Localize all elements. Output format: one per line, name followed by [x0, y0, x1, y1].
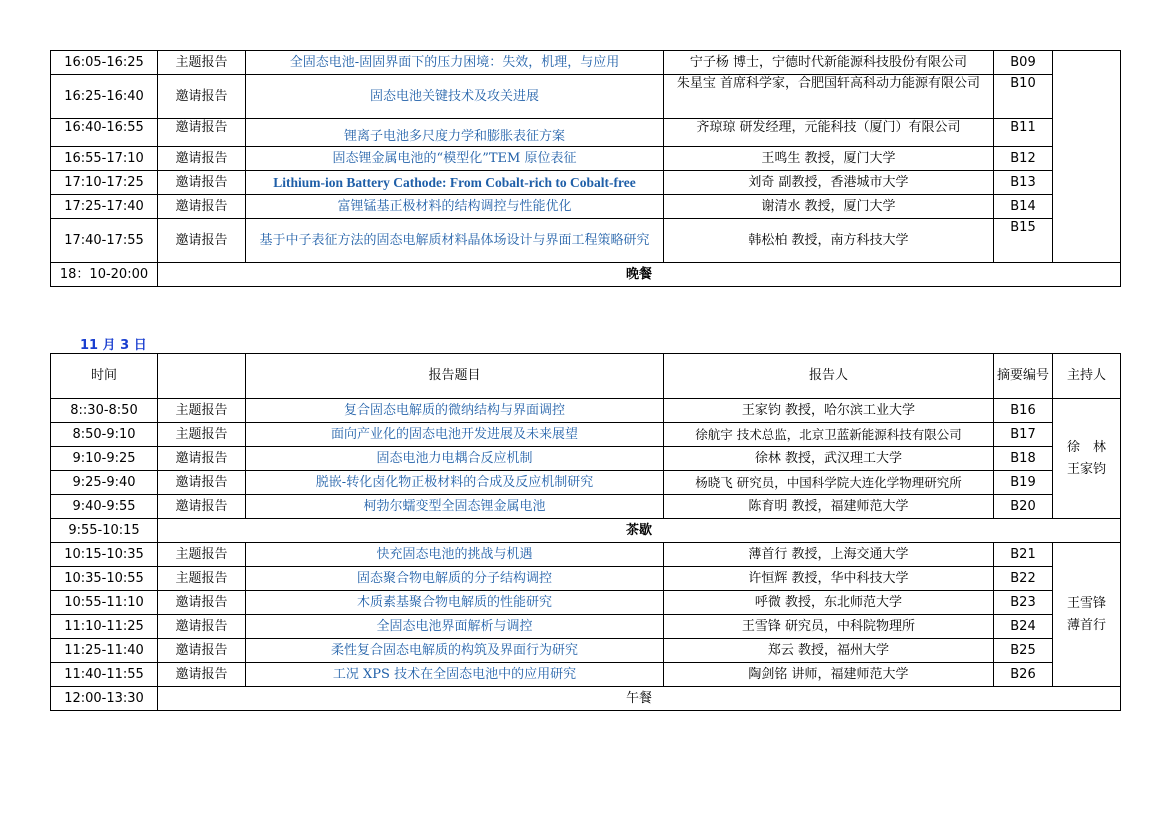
type-cell: 邀请报告 [158, 171, 246, 195]
type-cell: 邀请报告 [158, 219, 246, 263]
host-cell [1053, 51, 1121, 263]
header-code: 摘要编号 [994, 354, 1053, 399]
talk-title: 固态锂金属电池的“模型化”TEM 原位表征 [246, 147, 664, 171]
table-row [51, 567, 1121, 591]
table-row [51, 423, 1121, 447]
speaker-cell: 王家钧 教授，哈尔滨工业大学 [664, 399, 994, 423]
lunch-row [51, 687, 1121, 711]
speaker-cell: 齐琼琼 研发经理，元能科技（厦门）有限公司 [664, 119, 994, 147]
table-row [51, 147, 1121, 171]
time-cell: 16:55-17:10 [51, 147, 158, 171]
speaker-cell: 陈育明 教授，福建师范大学 [664, 495, 994, 519]
time-cell: 16:05-16:25 [51, 51, 158, 75]
time-cell: 11:10-11:25 [51, 615, 158, 639]
speaker-cell: 宁子杨 博士，宁德时代新能源科技股份有限公司 [664, 51, 994, 75]
speaker-cell: 王鸣生 教授，厦门大学 [664, 147, 994, 171]
day-heading: 11 月 3 日 [80, 338, 147, 353]
speaker-cell: 杨晓飞 研究员，中国科学院大连化学物理研究所 [664, 471, 994, 495]
speaker-cell: 郑云 教授，福州大学 [664, 639, 994, 663]
time-cell: 9:10-9:25 [51, 447, 158, 471]
type-cell: 主题报告 [158, 51, 246, 75]
table-row [51, 219, 1121, 263]
speaker-cell: 呼微 教授，东北师范大学 [664, 591, 994, 615]
type-cell: 邀请报告 [158, 447, 246, 471]
talk-title: 复合固态电解质的微纳结构与界面调控 [246, 399, 664, 423]
host-name: 王家钧 [1066, 461, 1106, 477]
abstract-code: B17 [994, 423, 1053, 447]
abstract-code: B13 [994, 171, 1053, 195]
header-time: 时间 [51, 354, 158, 399]
host-name: 徐 林 [1066, 439, 1106, 455]
talk-title: 柯勃尔蠕变型全固态锂金属电池 [246, 495, 664, 519]
speaker-cell: 王雪锋 研究员，中科院物理所 [664, 615, 994, 639]
talk-title: 全固态电池-固固界面下的压力困境：失效，机理，与应用 [246, 51, 664, 75]
type-cell: 邀请报告 [158, 663, 246, 687]
abstract-code: B26 [994, 663, 1053, 687]
abstract-code: B18 [994, 447, 1053, 471]
talk-title: Lithium-ion Battery Cathode: From Cobalt-rich to Cobalt-free [246, 171, 664, 195]
time-cell: 8::30-8:50 [51, 399, 158, 423]
time-cell: 9:25-9:40 [51, 471, 158, 495]
talk-title: 固态电池关键技术及攻关进展 [246, 75, 664, 119]
morning-schedule-table [50, 353, 1121, 711]
speaker-cell: 徐林 教授，武汉理工大学 [664, 447, 994, 471]
speaker-cell: 朱星宝 首席科学家，合肥国轩高科动力能源有限公司 [664, 75, 994, 119]
talk-title: 富锂锰基正极材料的结构调控与性能优化 [246, 195, 664, 219]
abstract-code: B21 [994, 543, 1053, 567]
speaker-cell: 谢清水 教授，厦门大学 [664, 195, 994, 219]
time-cell: 16:40-16:55 [51, 119, 158, 147]
host-name: 薄首行 [1066, 617, 1106, 633]
abstract-code: B20 [994, 495, 1053, 519]
abstract-code: B16 [994, 399, 1053, 423]
table-row [51, 615, 1121, 639]
time-cell: 12:00-13:30 [51, 687, 158, 711]
type-cell: 邀请报告 [158, 119, 246, 147]
header-host: 主持人 [1053, 354, 1121, 399]
time-cell: 11:25-11:40 [51, 639, 158, 663]
abstract-code: B25 [994, 639, 1053, 663]
type-cell: 主题报告 [158, 399, 246, 423]
table-row [51, 171, 1121, 195]
host-name: 王雪锋 [1066, 595, 1106, 611]
time-cell: 17:40-17:55 [51, 219, 158, 263]
speaker-cell: 刘奇 副教授，香港城市大学 [664, 171, 994, 195]
dinner-label: 晚餐 [158, 263, 1121, 287]
type-cell: 邀请报告 [158, 591, 246, 615]
type-cell: 主题报告 [158, 543, 246, 567]
table-row [51, 195, 1121, 219]
abstract-code: B24 [994, 615, 1053, 639]
time-cell: 10:55-11:10 [51, 591, 158, 615]
talk-title: 面向产业化的固态电池开发进展及未来展望 [246, 423, 664, 447]
talk-title: 固态电池力电耦合反应机制 [246, 447, 664, 471]
header-title: 报告题目 [246, 354, 664, 399]
talk-title: 工况 XPS 技术在全固态电池中的应用研究 [246, 663, 664, 687]
speaker-cell: 许恒辉 教授，华中科技大学 [664, 567, 994, 591]
abstract-code: B23 [994, 591, 1053, 615]
speaker-cell: 陶剑铭 讲师，福建师范大学 [664, 663, 994, 687]
abstract-code: B12 [994, 147, 1053, 171]
type-cell: 邀请报告 [158, 75, 246, 119]
table-row [51, 75, 1121, 119]
talk-title: 基于中子表征方法的固态电解质材料晶体场设计与界面工程策略研究 [246, 219, 664, 263]
type-cell: 邀请报告 [158, 195, 246, 219]
abstract-code: B19 [994, 471, 1053, 495]
header-type [158, 354, 246, 399]
time-cell: 18：10-20:00 [51, 263, 158, 287]
talk-title: 脱嵌-转化卤化物正极材料的合成及反应机制研究 [246, 471, 664, 495]
table-row [51, 543, 1121, 567]
table-row [51, 471, 1121, 495]
header-row [51, 354, 1121, 399]
talk-title: 木质素基聚合物电解质的性能研究 [246, 591, 664, 615]
table-row [51, 639, 1121, 663]
time-cell: 8:50-9:10 [51, 423, 158, 447]
dinner-row [51, 263, 1121, 287]
time-cell: 16:25-16:40 [51, 75, 158, 119]
host-cell [1053, 399, 1121, 519]
header-speaker: 报告人 [664, 354, 994, 399]
type-cell: 邀请报告 [158, 495, 246, 519]
speaker-cell: 薄首行 教授，上海交通大学 [664, 543, 994, 567]
talk-title: 锂离子电池多尺度力学和膨胀表征方案 [246, 119, 664, 147]
speaker-cell: 韩松柏 教授，南方科技大学 [664, 219, 994, 263]
tea-break-label: 茶歇 [158, 519, 1121, 543]
talk-title: 全固态电池界面解析与调控 [246, 615, 664, 639]
table-row [51, 495, 1121, 519]
type-cell: 主题报告 [158, 567, 246, 591]
host-cell [1053, 543, 1121, 687]
time-cell: 17:10-17:25 [51, 171, 158, 195]
abstract-code: B11 [994, 119, 1053, 147]
table-row [51, 51, 1121, 75]
abstract-code: B10 [994, 75, 1053, 119]
type-cell: 主题报告 [158, 423, 246, 447]
table-row [51, 399, 1121, 423]
speaker-cell: 徐航宇 技术总监，北京卫蓝新能源科技有限公司 [664, 423, 994, 447]
abstract-code: B15 [994, 219, 1053, 263]
time-cell: 10:15-10:35 [51, 543, 158, 567]
time-cell: 9:55-10:15 [51, 519, 158, 543]
time-cell: 9:40-9:55 [51, 495, 158, 519]
time-cell: 17:25-17:40 [51, 195, 158, 219]
type-cell: 邀请报告 [158, 639, 246, 663]
talk-title: 快充固态电池的挑战与机遇 [246, 543, 664, 567]
table-row [51, 119, 1121, 147]
abstract-code: B22 [994, 567, 1053, 591]
time-cell: 11:40-11:55 [51, 663, 158, 687]
tea-break-row [51, 519, 1121, 543]
type-cell: 邀请报告 [158, 615, 246, 639]
abstract-code: B14 [994, 195, 1053, 219]
type-cell: 邀请报告 [158, 147, 246, 171]
lunch-label: 午餐 [158, 687, 1121, 711]
talk-title: 柔性复合固态电解质的构筑及界面行为研究 [246, 639, 664, 663]
table-row [51, 447, 1121, 471]
type-cell: 邀请报告 [158, 471, 246, 495]
table-row [51, 663, 1121, 687]
abstract-code: B09 [994, 51, 1053, 75]
time-cell: 10:35-10:55 [51, 567, 158, 591]
table-row [51, 591, 1121, 615]
talk-title: 固态聚合物电解质的分子结构调控 [246, 567, 664, 591]
afternoon-schedule-table [50, 50, 1121, 287]
